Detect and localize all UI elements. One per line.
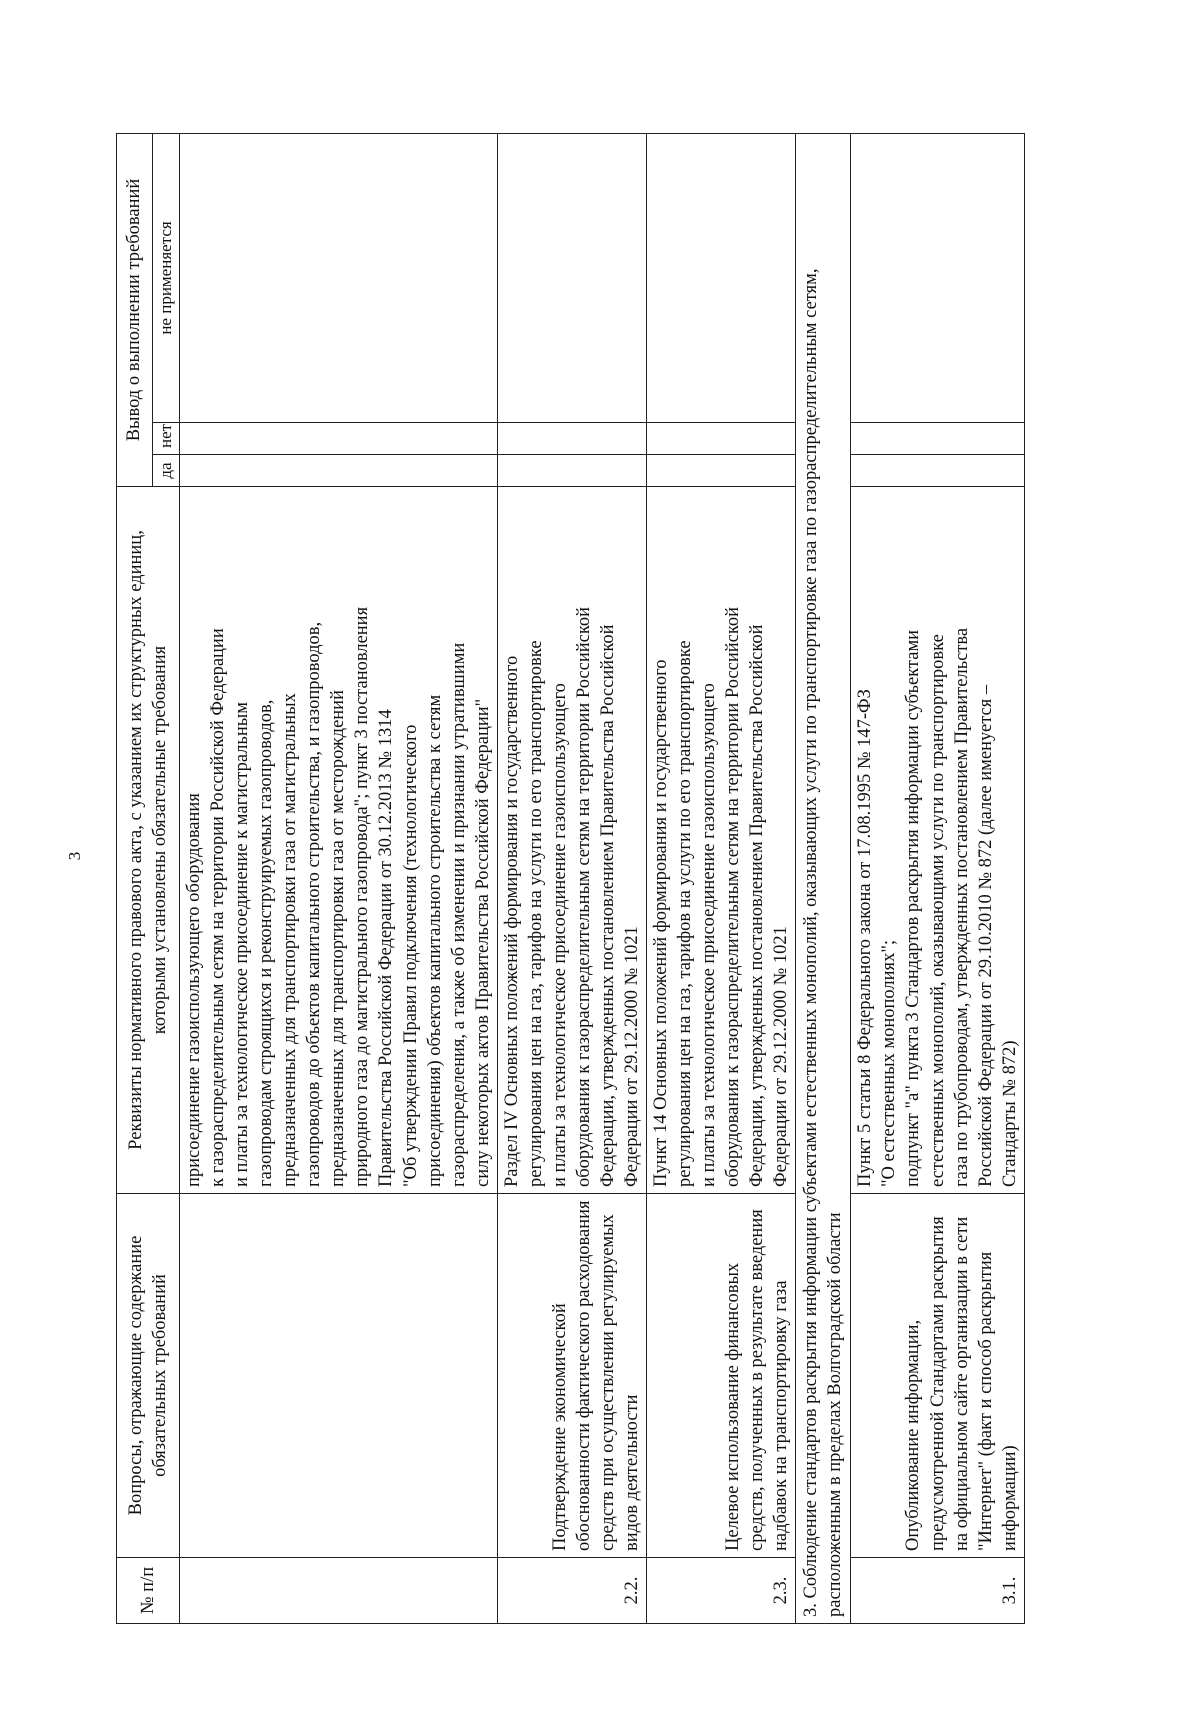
row-requisites <box>497 487 646 1194</box>
requisites-line: газораспределения, а также об изменении и признании утратившими <box>448 642 469 1187</box>
cell-yes <box>497 455 646 487</box>
requisites-line: присоединение газоиспользующего оборудования <box>184 793 205 1187</box>
header-conclusion: Вывод о выполнении требований <box>117 133 153 486</box>
row-question <box>180 1194 498 1558</box>
page-number: 3 <box>65 851 84 861</box>
header-no: нет <box>153 423 180 455</box>
requisites-line: к газораспределительным сетям на территории Российской Федерации <box>208 628 229 1187</box>
requisites-line: Стандарты № 872) <box>999 1040 1020 1187</box>
row-num: 3.1. <box>851 1558 1024 1624</box>
requisites-line: предназначенных для транспортировки газа от месторождений <box>328 690 349 1187</box>
cell-na <box>497 133 646 422</box>
table-header-row <box>117 133 153 1623</box>
requisites-line: Федерации, утвержденных постановлением Правительства Российской <box>747 624 768 1187</box>
requisites-line: естественных монополий, оказывающими услуги по транспортировке <box>927 634 948 1187</box>
cell-yes <box>180 455 498 487</box>
table-row <box>180 133 498 1623</box>
requisites-line: силу некоторых актов Правительства Российской Федерации" <box>472 698 493 1187</box>
requirements-table-sheet <box>116 134 1054 1624</box>
requisites-line: присоединения) объектов капитального строительства к сетям <box>424 694 445 1187</box>
section-row <box>796 133 851 1623</box>
row-requisites <box>851 487 1024 1194</box>
requisites-line: регулирования цен на газ, тарифов на услуги по его транспортировке <box>525 640 546 1187</box>
requisites-line: Пункт 5 статьи 8 Федерального закона от 17.08.1995 № 147-ФЗ <box>855 689 876 1187</box>
cell-na <box>180 133 498 422</box>
row-num <box>180 1558 498 1624</box>
header-yes: да <box>153 455 180 487</box>
requisites-line: Федерации от 29.12.2000 № 1021 <box>771 926 792 1187</box>
cell-no <box>851 423 1024 455</box>
cell-na <box>851 133 1024 422</box>
requisites-line: "Об утверждении Правил подключения (технологического <box>400 724 421 1187</box>
requisites-line: Федерации, утвержденных постановлением Правительства Российской <box>597 624 618 1187</box>
row-question: Целевое использование финансовых средств, полученных в результате введения надбавок на транспортировку газа <box>646 1194 795 1558</box>
requisites-line: подпункт "а" пункта 3 Стандартов раскрытия информации субъектами <box>903 629 924 1187</box>
row-num: 2.2. <box>497 1558 646 1624</box>
table-row <box>497 133 646 1623</box>
requisites-line: Раздел IV Основных положений формирования и государственного <box>501 655 522 1187</box>
requisites-line: Российской Федерации от 29.10.2010 № 872 (далее именуется – <box>975 684 996 1187</box>
requisites-line: газопроводов до объектов капитального строительства, и газопроводов, <box>304 621 325 1187</box>
table-row <box>851 133 1024 1623</box>
requisites-line: и платы за технологическое присоединение газоиспользующего <box>699 683 720 1187</box>
requisites-line: природного газа до магистрального газопровода"; пункт 3 постановления <box>352 606 373 1187</box>
requisites-line: предназначенных для транспортировки газа от магистральных <box>280 693 301 1187</box>
requisites-line: регулирования цен на газ, тарифов на услуги по его транспортировке <box>675 640 696 1187</box>
table-row <box>646 133 795 1623</box>
cell-no <box>497 423 646 455</box>
row-question: Опубликование информации, предусмотренной Стандартами раскрытия на официальном сайте организации в сети "Интернет" (факт и способ раскрытия информации) <box>851 1194 1024 1558</box>
requisites-line: Федерации от 29.12.2000 № 1021 <box>621 926 642 1187</box>
requisites-line: Пункт 14 Основных положений формирования и государственного <box>650 659 671 1187</box>
requisites-line: оборудования к газораспределительным сетям на территории Российской <box>723 606 744 1187</box>
header-na: не применяется <box>153 133 180 422</box>
cell-no <box>180 423 498 455</box>
requisites-line: и платы за технологическое присоединение к магистральным <box>232 702 253 1187</box>
header-question: Вопросы, отражающие содержание обязательных требований <box>117 1194 180 1558</box>
requisites-line: "О естественных монополиях"; <box>879 939 900 1187</box>
section-3-title: 3. Соблюдение стандартов раскрытия информации субъектами естественных монополий, оказывающих услуги по транспортировке газа по газораспределительным сетям, расположенным в пределах Волгоградской области <box>796 133 851 1623</box>
requisites-line: оборудования к газораспределительным сетям на территории Российской <box>573 606 594 1187</box>
row-requisites <box>646 487 795 1194</box>
row-requisites <box>180 487 498 1194</box>
requisites-line: Правительства Российской Федерации от 30.12.2013 № 1314 <box>376 709 397 1187</box>
requisites-line: газопроводам строящихся и реконструируемых газопроводов, <box>256 699 277 1187</box>
requirements-table <box>116 133 1025 1624</box>
header-num: № п/п <box>117 1558 180 1624</box>
cell-yes <box>646 455 795 487</box>
header-requisites: Реквизиты нормативного правового акта, с указанием их структурных единиц, которыми установлены обязательные требования <box>117 487 180 1194</box>
row-question: Подтверждение экономической обоснованности фактического расходования средств при осуществлении регулируемых видов деятельности <box>497 1194 646 1558</box>
cell-yes <box>851 455 1024 487</box>
row-num: 2.3. <box>646 1558 795 1624</box>
cell-no <box>646 423 795 455</box>
requisites-line: и платы за технологическое присоединение газоиспользующего <box>549 683 570 1187</box>
requisites-line: газа по трубопроводам, утвержденных постановлением Правительства <box>951 627 972 1187</box>
cell-na <box>646 133 795 422</box>
